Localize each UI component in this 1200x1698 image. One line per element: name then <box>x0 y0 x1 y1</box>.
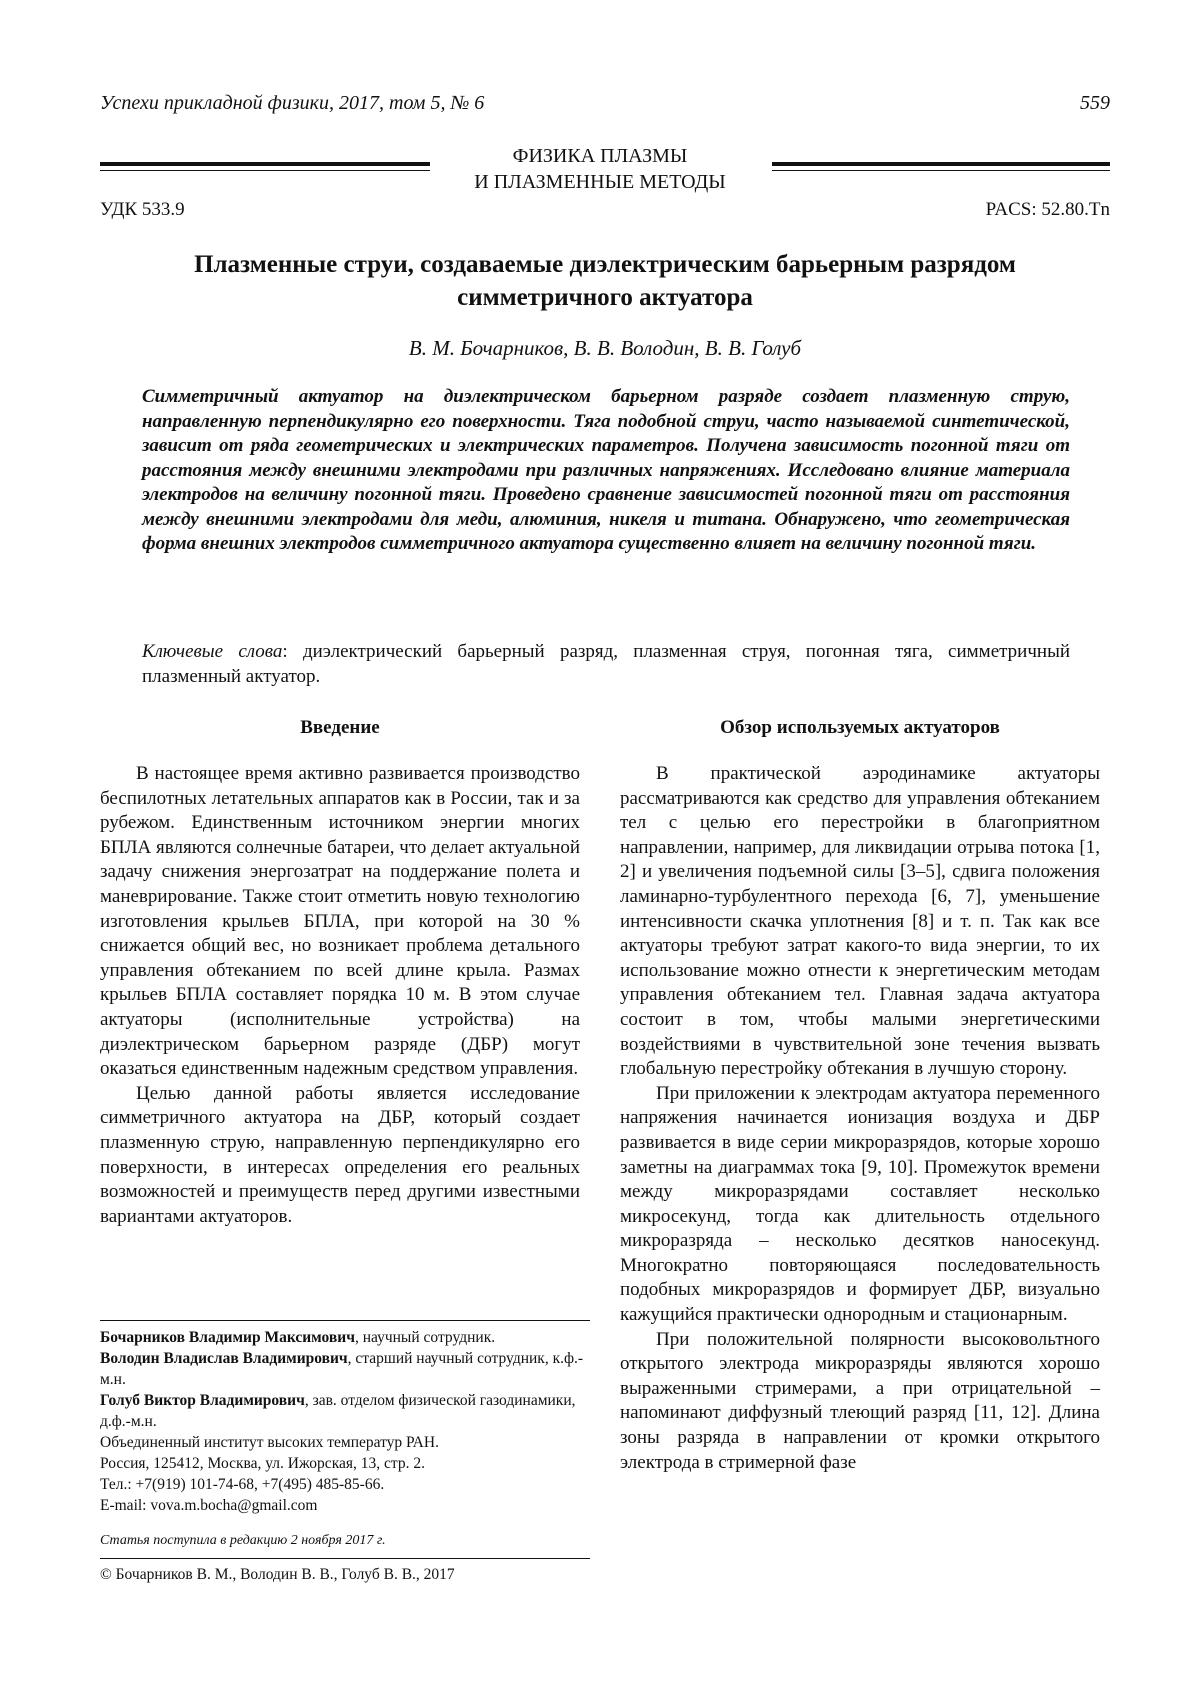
author1-role: , научный сотрудник. <box>354 1329 496 1346</box>
paragraph: Целью данной работы является исследование симметричного актуатора на ДБР, который создает плазменную струю, направленную перпендикулярно его поверхности, в интересах определения его реальных возможностей и преимуществ перед другими известными вариантами актуаторов. <box>100 1082 580 1227</box>
footnote-divider <box>100 1320 590 1321</box>
paragraph: При положительной полярности высоковольтного открытого электрода микроразряды являются хорошо выраженными стримерами, а при отрицательной – напоминают диффузный тлеющий разряд [11, 12]. Длина зоны разряда в направлении от кромки открытого электрода в стримерной фазе <box>620 1328 1100 1473</box>
footnote-phone: Тел.: +7(919) 101-74-68, +7(495) 485-85-66. <box>100 1476 385 1493</box>
author2-role: , старший научный сотрудник, к.ф.-м.н. <box>100 1350 584 1388</box>
heading-actuator-review: Обзор используемых актуаторов <box>720 717 1000 738</box>
section-title <box>420 143 780 195</box>
received-date: Статья поступила в редакцию 2 ноября 2017 г. <box>100 1533 386 1548</box>
author3-name: Голуб Виктор Владимирович <box>100 1392 305 1409</box>
footnote-author2 <box>100 1348 590 1390</box>
article-title-line1: Плазменные струи, создаваемые диэлектрическим барьерным разрядом <box>194 251 1016 278</box>
udk-code: УДК 533.9 <box>100 199 185 220</box>
abstract: Симметричный актуатор на диэлектрическом барьерном разряде создает плазменную струю, направленную перпендикулярно его поверхности. Тяга подобной струи, часто называемой синтетической, зависит от ряда геометрических и электрических параметров. Получена зависимость погонной тяги от расстояния между внешними электродами при различных напряжениях. Исследовано влияние материала электродов на величину погонной тяги. Проведено сравнение зависимостей погонной тяги от расстояния между внешними электродами для меди, алюминия, никеля и титана. Обнаружено, что геометрическая форма внешних электродов симметричного актуатора существенно влияет на величину погонной тяги. <box>142 386 1070 554</box>
pacs-code: PACS: 52.80.Tn <box>985 199 1110 220</box>
copyright-divider <box>100 1558 590 1559</box>
section-rule-left <box>100 162 430 171</box>
author1-name: Бочарников Владимир Максимович <box>100 1329 355 1346</box>
paragraph: В настоящее время активно развивается производство беспилотных летательных аппаратов как в России, так и за рубежом. Единственным источником энергии многих БПЛА являются солнечные батареи, что делает актуальной задачу снижения энергозатрат на поддержание полета и маневрирование. Также стоит отметить новую технологию изготовления крыльев БПЛА, при которой на 30 % снижается общий вес, но возникает проблема детального управления обтеканием по всей длине крыла. Размах крыльев БПЛА составляет порядка 10 м. В этом случае актуаторы (исполнительные устройства) на диэлектрическом барьерном разряде (ДБР) могут оказаться единственным надежным средством управления. <box>100 763 580 1080</box>
heading-introduction: Введение <box>300 717 380 738</box>
running-header <box>100 92 1110 115</box>
footnote-institution: Объединенный институт высоких температур РАН. <box>100 1434 439 1451</box>
copyright: © Бочарников В. М., Володин В. В., Голуб В. В., 2017 <box>100 1566 455 1583</box>
right-column <box>620 762 1100 1475</box>
paragraph: При приложении к электродам актуатора переменного напряжения начинается ионизация воздуха и ДБР развивается в виде серии микроразрядов, которые хорошо заметны на диаграммах тока [9, 10]. Промежуток времени между микроразрядами составляет несколько микросекунд, тогда как длительность отдельного микроразряда – несколько десятков наносекунд. Многократно повторяющаяся последовательность подобных микроразрядов и формирует ДБР, визуально кажущийся практически однородным и стационарным. <box>620 1082 1100 1326</box>
footnote-email: E-mail: vova.m.bocha@gmail.com <box>100 1497 318 1514</box>
section-rule-right <box>772 162 1110 171</box>
footnote-author3 <box>100 1390 590 1432</box>
author2-name: Володин Владислав Владимирович <box>100 1350 348 1367</box>
author3-role: , зав. отделом физической газодинамики, д.ф.-м.н. <box>100 1392 576 1430</box>
footnote-address: Россия, 125412, Москва, ул. Ижорская, 13, стр. 2. <box>100 1455 425 1472</box>
section-title-line1: ФИЗИКА ПЛАЗМЫ <box>512 145 688 167</box>
authors: В. М. Бочарников, В. В. Володин, В. В. Голуб <box>408 336 802 360</box>
author-footnote <box>100 1327 590 1516</box>
journal-citation: Успехи прикладной физики, 2017, том 5, № 6 <box>100 92 485 114</box>
keywords <box>142 640 1070 689</box>
section-title-line2: И ПЛАЗМЕННЫЕ МЕТОДЫ <box>474 171 726 193</box>
paragraph: В практической аэродинамике актуаторы рассматриваются как средство для управления обтеканием тел с целью его перестройки в благоприятном направлении, например, для ликвидации отрыва потока [1, 2] и увеличения подъемной силы [3–5], сдвига положения ламинарно-турбулентного перехода [6, 7], уменьшение интенсивности скачка уплотнения [8] и т. п. Так как все актуаторы требуют затрат какого-то вида энергии, то их использование можно отнести к энергетическим методам управления обтеканием тел. Главная задача актуатора состоит в том, чтобы малыми энергетическими воздействиями в чувствительной зоне течения вызвать глобальную перестройку обтекания в лучшую сторону. <box>620 763 1100 1080</box>
keywords-text: : диэлектрический барьерный разряд, плазменная струя, погонная тяга, симметричный плазменный актуатор. <box>142 641 1070 687</box>
keywords-label: Ключевые слова <box>142 641 283 662</box>
footnote-author1 <box>100 1327 590 1348</box>
article-title <box>100 248 1110 314</box>
article-title-line2: симметричного актуатора <box>457 284 753 311</box>
left-column <box>100 762 580 1229</box>
page-number: 559 <box>1080 92 1110 114</box>
